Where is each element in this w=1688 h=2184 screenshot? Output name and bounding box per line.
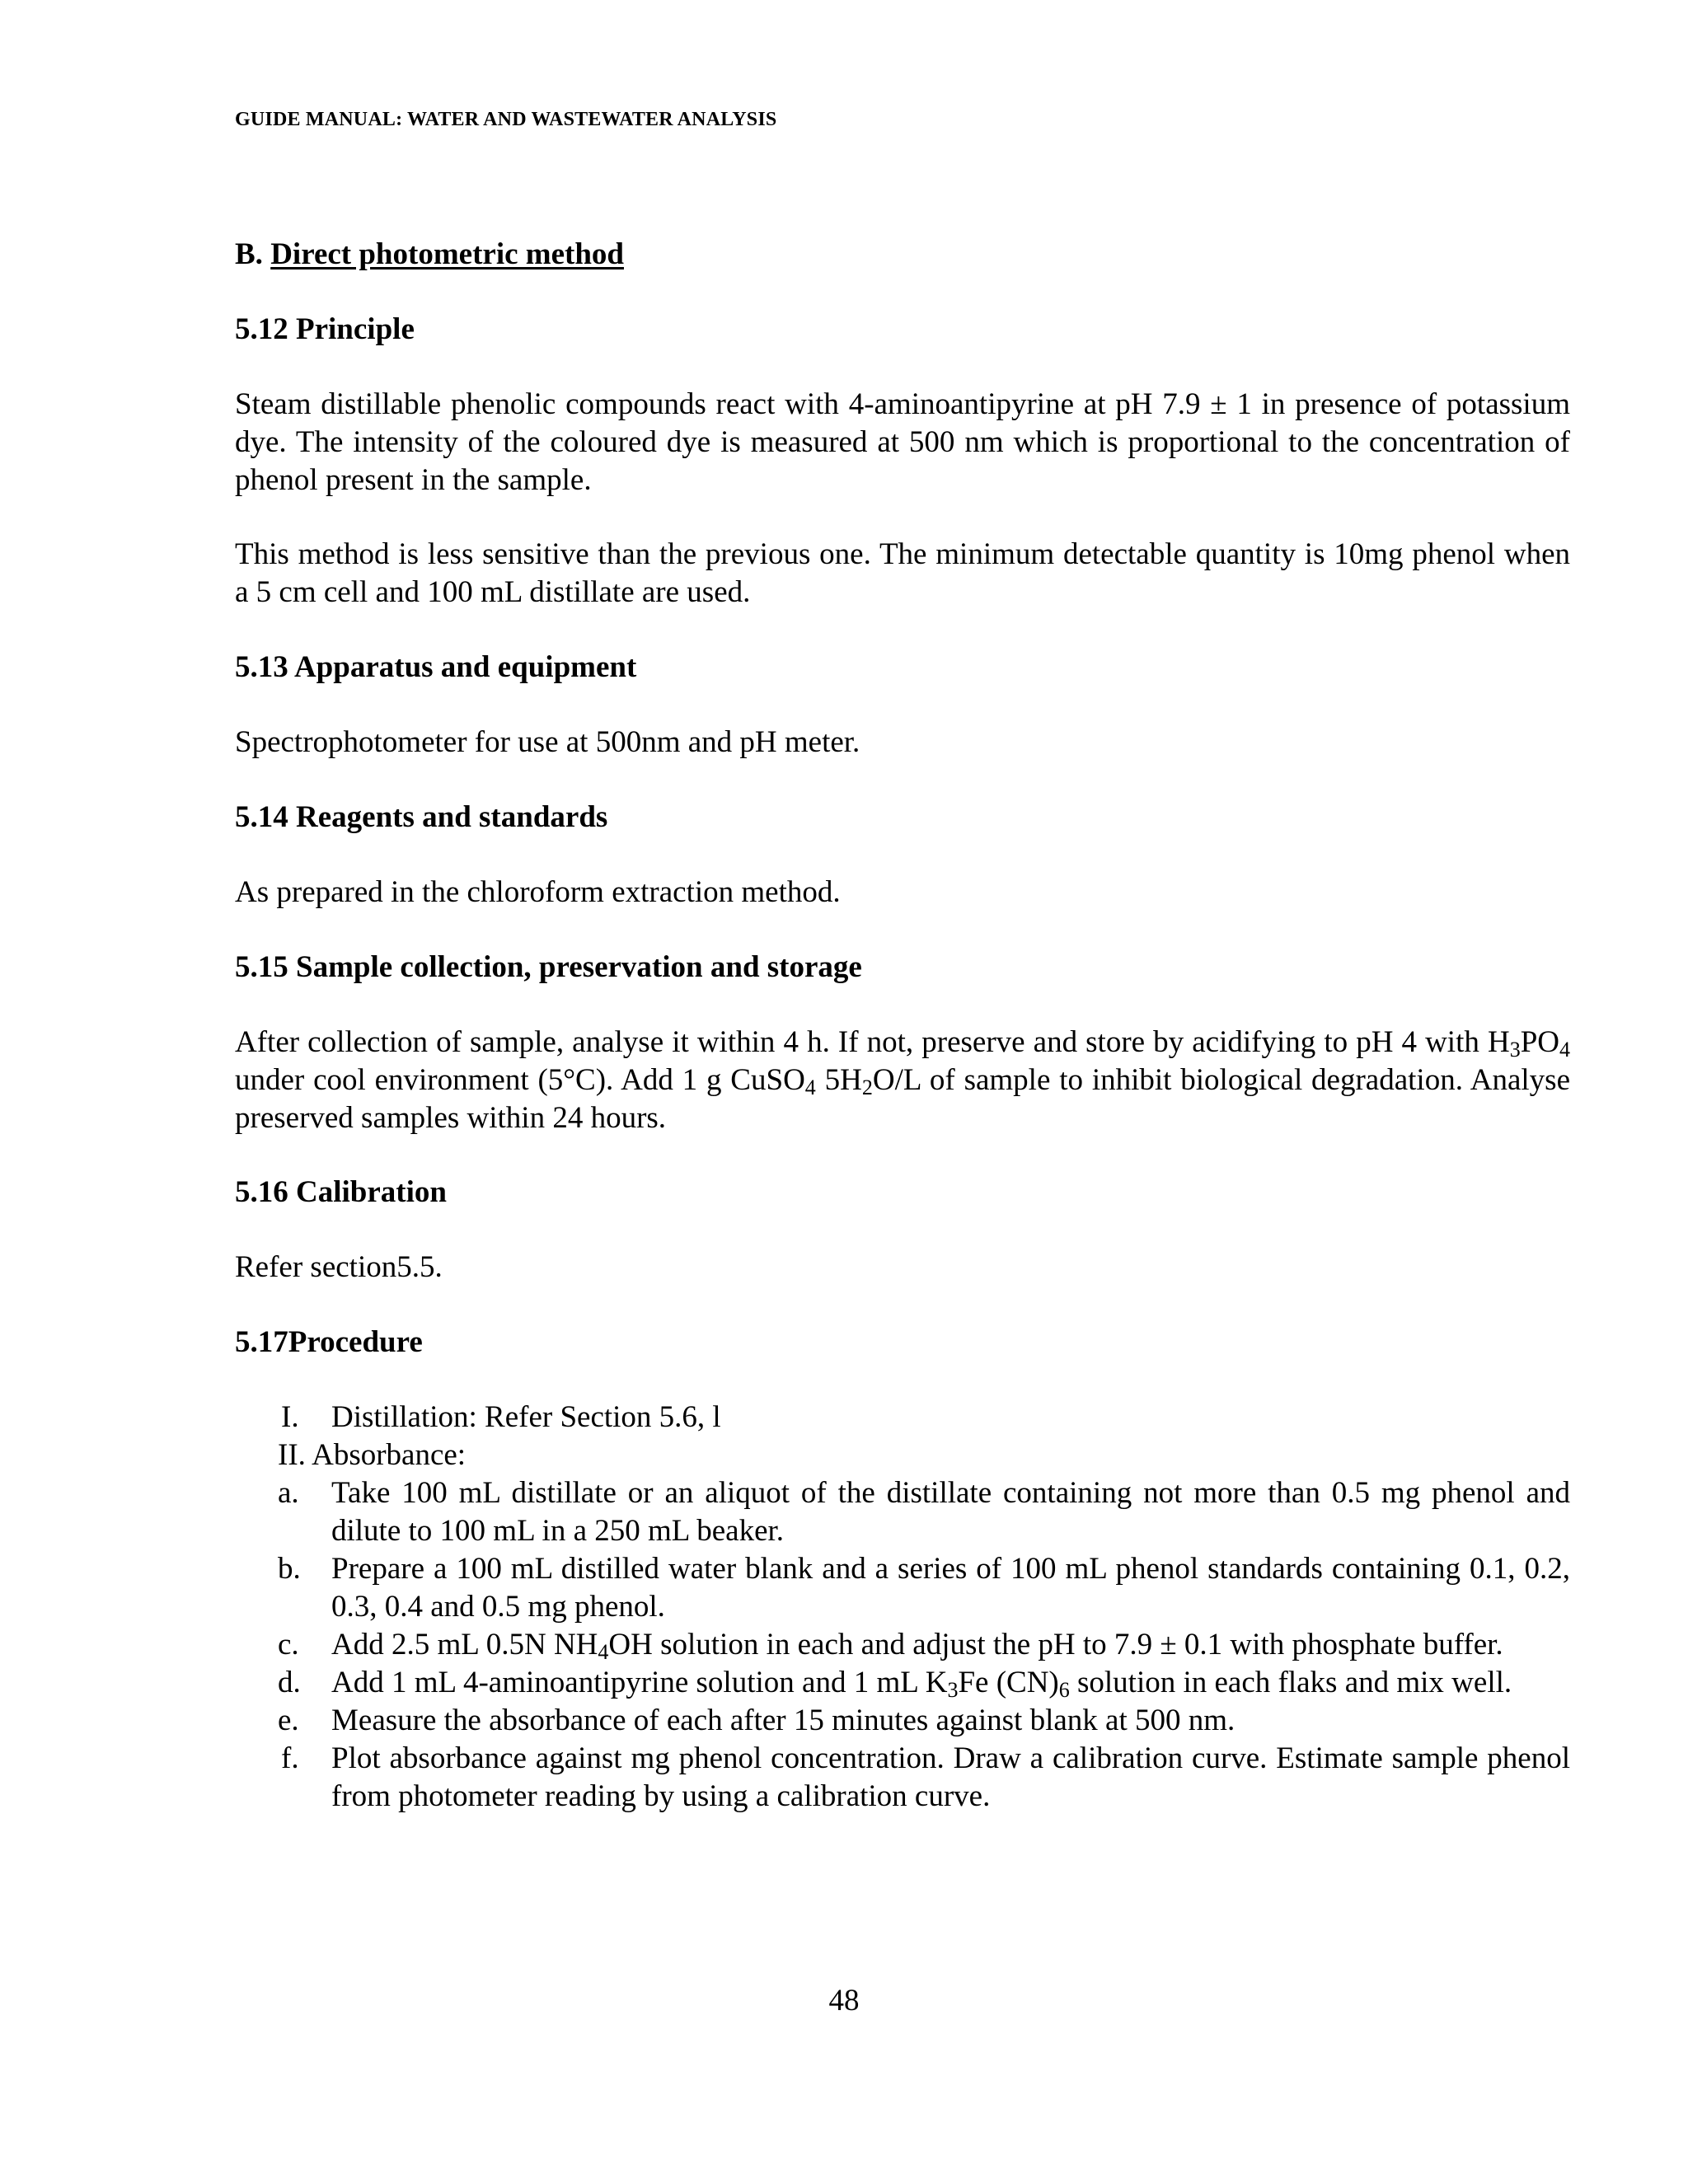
list-text-part: solution in each flaks and mix well. [1069,1666,1512,1699]
list-text: Distillation: Refer Section 5.6, l [331,1400,721,1434]
procedure-step-i [278,1399,1570,1436]
subscript: 6 [1058,1678,1070,1702]
section-prefix: B. [235,237,271,271]
subscript: 4 [804,1076,816,1099]
section-heading [235,236,1570,274]
list-text-part: Fe (CN) [958,1666,1059,1699]
list-marker: I. [281,1400,299,1434]
list-marker: c. [278,1628,299,1661]
procedure-step-a [278,1474,1570,1550]
subscript: 4 [598,1640,609,1664]
sample-text-part: under cool environment (5°C). Add 1 g CuSO [235,1063,805,1097]
reagents-heading: 5.14 Reagents and standards [235,800,608,834]
procedure-heading: 5.17Procedure [235,1325,423,1359]
subscript: 3 [947,1678,959,1702]
procedure-list [278,1399,1570,1816]
sample-text-part: 5H [815,1063,862,1097]
sample-text [235,1024,1570,1137]
list-text: Measure the absorbance of each after 15 minutes against blank at 500 nm. [331,1704,1236,1737]
sample-text-part: After collection of sample, analyse it within 4 h. If not, preserve and store by acidifying to pH 4 with H [235,1025,1510,1059]
list-text: Plot absorbance against mg phenol concentration. Draw a calibration curve. Estimate sample phenol from photometer reading by using a calibration curve. [331,1741,1570,1813]
sample-text-part: O/L of sample to inhibit biological degradation. Analyse preserved samples within 24 hours. [235,1063,1570,1135]
calibration-text: Refer section5.5. [235,1250,443,1284]
calibration-heading: 5.16 Calibration [235,1175,447,1209]
section-title: Direct photometric method [270,237,624,271]
procedure-step-f [278,1740,1570,1816]
procedure-step-ii [278,1436,1570,1474]
principle-paragraph-2: This method is less sensitive than the previous one. The minimum detectable quantity is 10mg phenol when a 5 cm cell and 100 mL distillate are used. [235,537,1570,609]
list-text: II. Absorbance: [278,1438,467,1472]
sample-heading: 5.15 Sample collection, preservation and storage [235,950,862,984]
running-header: GUIDE MANUAL: WATER AND WASTEWATER ANALYSIS [235,109,777,130]
subscript: 4 [1559,1038,1570,1062]
list-text [331,1664,1570,1702]
procedure-step-b [278,1550,1570,1626]
list-text: Take 100 mL distillate or an aliquot of the distillate containing not more than 0.5 mg phenol and dilute to 100 mL in a 250 mL beaker. [331,1476,1570,1548]
page-number: 48 [828,1984,860,2018]
list-text-part: Add 2.5 mL 0.5N NH [331,1628,598,1661]
reagents-text: As prepared in the chloroform extraction method. [235,875,841,909]
list-text-part: OH solution in each and adjust the pH to 7.9 ± 0.1 with phosphate buffer. [608,1628,1503,1661]
list-text: Prepare a 100 mL distilled water blank and a series of 100 mL phenol standards containing 0.1, 0.2, 0.3, 0.4 and 0.5 mg phenol. [331,1552,1570,1624]
procedure-step-d [278,1664,1570,1702]
procedure-step-e [278,1702,1570,1740]
principle-paragraph-1: Steam distillable phenolic compounds react with 4-aminoantipyrine at pH 7.9 ± 1 in presence of potassium dye. The intensity of the coloured dye is measured at 500 nm which is proportional to the concentration of phenol present in the sample. [235,387,1570,497]
list-marker: d. [278,1666,301,1699]
apparatus-heading: 5.13 Apparatus and equipment [235,650,637,684]
procedure-step-c [278,1626,1570,1664]
sample-text-part: PO [1520,1025,1559,1059]
list-marker: f. [281,1741,299,1775]
list-marker: a. [278,1476,299,1510]
list-marker: b. [278,1552,301,1586]
principle-heading: 5.12 Principle [235,312,415,346]
list-text [331,1626,1570,1664]
subscript: 3 [1509,1038,1521,1062]
apparatus-text: Spectrophotometer for use at 500nm and pH meter. [235,725,860,759]
list-marker: e. [278,1704,299,1737]
subscript: 2 [861,1076,873,1099]
list-text-part: Add 1 mL 4-aminoantipyrine solution and 1 mL K [331,1666,948,1699]
